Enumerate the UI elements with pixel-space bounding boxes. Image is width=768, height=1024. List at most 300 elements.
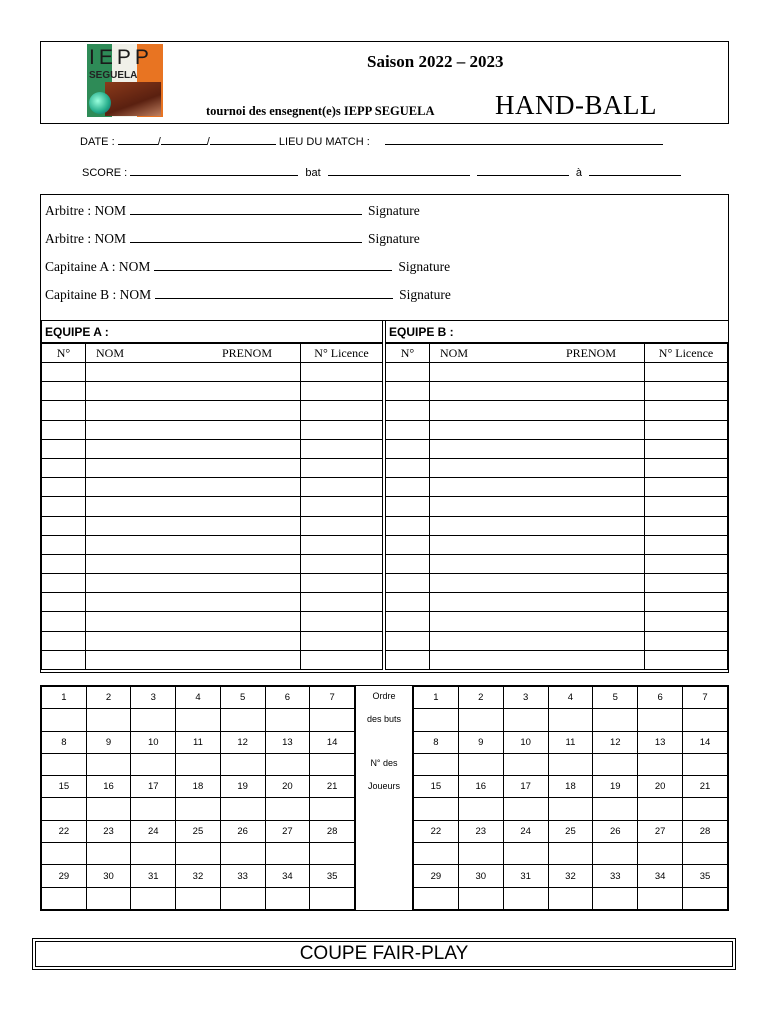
goal-player-cell[interactable] [638, 887, 683, 909]
tournament-subtitle [206, 104, 435, 119]
goal-player-cell[interactable] [503, 798, 548, 820]
licence-cell[interactable] [301, 650, 383, 669]
goal-player-row [414, 843, 728, 865]
logo-subtext: SEGUELA [89, 70, 138, 81]
date-line [80, 135, 663, 148]
score-value-field[interactable] [477, 166, 569, 176]
goal-player-cell[interactable] [548, 709, 593, 731]
goal-player-cell[interactable] [176, 798, 221, 820]
roster-row [386, 612, 728, 631]
goal-order-number: 11 [176, 731, 221, 753]
goal-player-cell[interactable] [548, 798, 593, 820]
date-label: DATE : [80, 136, 115, 148]
num-cell[interactable] [386, 650, 430, 669]
name-cell[interactable] [430, 650, 645, 669]
score-label: SCORE : [82, 167, 128, 179]
goal-order-number: 22 [42, 820, 87, 842]
num-cell[interactable] [386, 574, 430, 593]
name-cell[interactable] [430, 401, 645, 420]
goal-player-cell[interactable] [310, 709, 355, 731]
licence-cell[interactable] [645, 631, 728, 650]
goal-player-cell[interactable] [503, 753, 548, 775]
goal-player-cell[interactable] [265, 753, 310, 775]
num-cell[interactable] [42, 516, 86, 535]
num-cell[interactable] [386, 593, 430, 612]
licence-cell[interactable] [301, 401, 383, 420]
num-cell[interactable] [386, 516, 430, 535]
goal-number-row [42, 776, 355, 798]
goal-order-number: 31 [503, 865, 548, 887]
goal-order-number: 7 [310, 687, 355, 709]
roster-row [42, 382, 383, 401]
goal-player-cell[interactable] [42, 887, 87, 909]
licence-cell[interactable] [301, 516, 383, 535]
goal-player-cell[interactable] [548, 753, 593, 775]
goal-order-number: 4 [176, 687, 221, 709]
team-b-title: EQUIPE B : [385, 321, 728, 343]
roster-row [386, 650, 728, 669]
licence-cell[interactable] [645, 593, 728, 612]
goal-order-number: 21 [310, 776, 355, 798]
goal-player-cell[interactable] [593, 843, 638, 865]
name-cell[interactable] [430, 439, 645, 458]
goal-player-cell[interactable] [86, 798, 131, 820]
goal-player-cell[interactable] [220, 798, 265, 820]
goal-order-number: 35 [310, 865, 355, 887]
name-cell[interactable] [430, 574, 645, 593]
goals-box [40, 685, 729, 911]
name-cell[interactable] [86, 497, 301, 516]
num-cell[interactable] [42, 612, 86, 631]
num-cell[interactable] [386, 554, 430, 573]
goal-player-row [42, 753, 355, 775]
signature-label: Signature [368, 203, 420, 218]
num-cell[interactable] [42, 497, 86, 516]
goal-order-number: 19 [593, 776, 638, 798]
goal-player-cell[interactable] [458, 709, 503, 731]
goal-order-number: 35 [683, 865, 728, 887]
goal-player-cell[interactable] [265, 843, 310, 865]
licence-cell[interactable] [645, 554, 728, 573]
goal-player-cell[interactable] [593, 753, 638, 775]
goal-player-cell[interactable] [548, 843, 593, 865]
date-year-field[interactable] [210, 135, 276, 145]
name-cell[interactable] [86, 401, 301, 420]
licence-cell[interactable] [645, 478, 728, 497]
goal-number-row [414, 776, 728, 798]
signature-label: Signature [399, 287, 451, 302]
goal-player-cell[interactable] [220, 709, 265, 731]
goal-player-cell[interactable] [86, 843, 131, 865]
goal-order-number: 23 [458, 820, 503, 842]
licence-cell[interactable] [301, 420, 383, 439]
licence-cell[interactable] [645, 612, 728, 631]
date-month-field[interactable] [161, 135, 207, 145]
goal-player-cell[interactable] [310, 843, 355, 865]
fair-play-title: COUPE FAIR-PLAY [35, 941, 733, 967]
name-cell[interactable] [86, 631, 301, 650]
goal-order-number: 10 [131, 731, 176, 753]
goal-player-cell[interactable] [638, 709, 683, 731]
goal-order-number: 4 [548, 687, 593, 709]
place-field[interactable] [385, 135, 663, 145]
licence-cell[interactable] [301, 382, 383, 401]
goal-player-cell[interactable] [131, 753, 176, 775]
goal-player-cell[interactable] [86, 887, 131, 909]
goal-order-number: 9 [86, 731, 131, 753]
goal-order-number: 18 [548, 776, 593, 798]
name-cell[interactable] [430, 631, 645, 650]
goal-player-cell[interactable] [638, 798, 683, 820]
goal-player-cell[interactable] [503, 843, 548, 865]
goal-player-cell[interactable] [265, 709, 310, 731]
num-cell[interactable] [42, 458, 86, 477]
team-a-title: EQUIPE A : [41, 321, 383, 343]
team-a-roster [41, 343, 383, 670]
goal-number-row [42, 687, 355, 709]
goal-order-number: 25 [176, 820, 221, 842]
licence-cell[interactable] [645, 458, 728, 477]
goal-order-number: 24 [131, 820, 176, 842]
licence-cell[interactable] [645, 535, 728, 554]
roster-row [386, 554, 728, 573]
licence-cell[interactable] [301, 631, 383, 650]
licence-cell[interactable] [645, 497, 728, 516]
roster-row [42, 439, 383, 458]
name-cell[interactable] [86, 612, 301, 631]
num-cell[interactable] [42, 593, 86, 612]
goal-number-row [414, 687, 728, 709]
roster-row [386, 574, 728, 593]
num-cell[interactable] [42, 382, 86, 401]
team-b [385, 321, 728, 672]
goal-player-cell[interactable] [86, 709, 131, 731]
goal-player-cell[interactable] [131, 709, 176, 731]
goal-player-cell[interactable] [265, 887, 310, 909]
goal-player-row [42, 709, 355, 731]
goal-player-cell[interactable] [176, 753, 221, 775]
goal-order-number: 30 [86, 865, 131, 887]
licence-cell[interactable] [645, 574, 728, 593]
date-day-field[interactable] [118, 135, 158, 145]
num-cell[interactable] [386, 535, 430, 554]
signature-label: Signature [398, 259, 451, 274]
goal-order-number: 21 [683, 776, 728, 798]
name-cell[interactable] [430, 478, 645, 497]
goal-order-number: 12 [593, 731, 638, 753]
roster-row [42, 554, 383, 573]
licence-cell[interactable] [301, 439, 383, 458]
goal-player-cell[interactable] [131, 887, 176, 909]
roster-row [42, 612, 383, 631]
goal-order-number: 29 [42, 865, 87, 887]
name-cell[interactable] [430, 516, 645, 535]
goal-order-number: 20 [638, 776, 683, 798]
goal-player-cell[interactable] [683, 753, 728, 775]
num-cell[interactable] [386, 363, 430, 382]
goal-player-row [42, 887, 355, 909]
goal-player-cell[interactable] [86, 753, 131, 775]
goal-player-cell[interactable] [176, 887, 221, 909]
roster-row [386, 478, 728, 497]
captain-a-label: Capitaine A : NOM [45, 259, 151, 274]
team-b-roster [385, 343, 728, 670]
num-cell[interactable] [386, 612, 430, 631]
goal-order-number: 14 [310, 731, 355, 753]
roster-row [386, 401, 728, 420]
num-cell[interactable] [42, 535, 86, 554]
licence-cell[interactable] [645, 439, 728, 458]
roster-row [386, 439, 728, 458]
goal-order-number: 17 [131, 776, 176, 798]
roster-row [42, 420, 383, 439]
num-cell[interactable] [386, 420, 430, 439]
goal-order-number: 11 [548, 731, 593, 753]
captain-b-label: Capitaine B : NOM [45, 287, 152, 302]
num-cell[interactable] [42, 401, 86, 420]
col-nom: NOM [96, 345, 125, 360]
goal-player-cell[interactable] [548, 887, 593, 909]
goal-number-row [42, 865, 355, 887]
goal-order-number: 8 [414, 731, 459, 753]
name-cell[interactable] [430, 363, 645, 382]
legend-line: Ordre [372, 691, 396, 701]
subtitle-org: IEPP SEGUELA [343, 104, 435, 118]
goal-player-cell[interactable] [310, 753, 355, 775]
goal-order-number: 16 [458, 776, 503, 798]
goal-player-cell[interactable] [42, 753, 87, 775]
to-label: à [575, 167, 582, 179]
goal-order-number: 2 [458, 687, 503, 709]
name-cell[interactable] [86, 574, 301, 593]
goal-player-cell[interactable] [131, 843, 176, 865]
goal-order-number: 10 [503, 731, 548, 753]
num-cell[interactable] [42, 554, 86, 573]
goal-player-cell[interactable] [42, 843, 87, 865]
goal-player-cell[interactable] [414, 843, 459, 865]
name-cell[interactable] [86, 439, 301, 458]
goal-player-row [414, 753, 728, 775]
name-cell[interactable] [430, 497, 645, 516]
name-cell[interactable] [86, 382, 301, 401]
name-cell[interactable] [430, 554, 645, 573]
num-cell[interactable] [386, 478, 430, 497]
goal-player-cell[interactable] [593, 887, 638, 909]
goals-legend [355, 686, 413, 910]
num-cell[interactable] [42, 650, 86, 669]
goal-player-cell[interactable] [593, 709, 638, 731]
num-cell[interactable] [386, 458, 430, 477]
beat-label: bat [305, 167, 321, 179]
goal-player-cell[interactable] [458, 843, 503, 865]
goal-player-cell[interactable] [458, 753, 503, 775]
goal-player-cell[interactable] [414, 753, 459, 775]
captain-a-row [45, 259, 450, 275]
goal-order-number: 28 [683, 820, 728, 842]
licence-cell[interactable] [645, 401, 728, 420]
col-nom: NOM [440, 345, 469, 360]
goal-player-cell[interactable] [503, 709, 548, 731]
goal-order-number: 23 [86, 820, 131, 842]
captain-b-row [45, 287, 451, 303]
roster-row [42, 458, 383, 477]
goal-player-cell[interactable] [310, 887, 355, 909]
licence-cell[interactable] [301, 535, 383, 554]
goal-player-cell[interactable] [42, 709, 87, 731]
referee-1-name-field[interactable] [130, 203, 362, 215]
licence-cell[interactable] [301, 554, 383, 573]
goal-player-cell[interactable] [131, 798, 176, 820]
legend-line: des buts [366, 714, 402, 724]
num-cell[interactable] [42, 478, 86, 497]
name-cell[interactable] [86, 363, 301, 382]
name-cell[interactable] [86, 650, 301, 669]
goal-player-cell[interactable] [683, 887, 728, 909]
goal-order-number: 26 [220, 820, 265, 842]
num-cell[interactable] [42, 439, 86, 458]
name-cell[interactable] [86, 593, 301, 612]
referee-label: Arbitre : NOM [45, 203, 126, 218]
licence-cell[interactable] [301, 497, 383, 516]
goal-player-cell[interactable] [310, 798, 355, 820]
num-cell[interactable] [386, 382, 430, 401]
legend-line: N° des [370, 758, 398, 768]
place-label: LIEU DU MATCH : [278, 136, 370, 148]
goal-order-number: 13 [265, 731, 310, 753]
goal-order-number: 6 [638, 687, 683, 709]
roster-row [386, 420, 728, 439]
col-nom-prenom [430, 344, 645, 363]
goal-player-row [414, 798, 728, 820]
referee-2-name-field[interactable] [130, 231, 362, 243]
licence-cell[interactable] [301, 478, 383, 497]
goal-order-number: 17 [503, 776, 548, 798]
goal-player-cell[interactable] [593, 798, 638, 820]
goal-player-row [414, 887, 728, 909]
name-cell[interactable] [430, 458, 645, 477]
licence-cell[interactable] [301, 458, 383, 477]
num-cell[interactable] [386, 497, 430, 516]
num-cell[interactable] [42, 363, 86, 382]
name-cell[interactable] [430, 593, 645, 612]
goal-number-row [414, 820, 728, 842]
goal-order-number: 14 [683, 731, 728, 753]
goal-order-number: 28 [310, 820, 355, 842]
goal-player-cell[interactable] [638, 843, 683, 865]
goal-player-cell[interactable] [220, 843, 265, 865]
roster-row [42, 574, 383, 593]
goal-player-cell[interactable] [458, 798, 503, 820]
goal-player-cell[interactable] [414, 798, 459, 820]
goal-player-cell[interactable] [503, 887, 548, 909]
name-cell[interactable] [86, 554, 301, 573]
goal-order-number: 16 [86, 776, 131, 798]
goal-order-number: 1 [414, 687, 459, 709]
goal-order-number: 30 [458, 865, 503, 887]
col-num: N° [42, 344, 86, 363]
goal-order-number: 9 [458, 731, 503, 753]
name-cell[interactable] [86, 535, 301, 554]
goal-order-number: 26 [593, 820, 638, 842]
licence-cell[interactable] [645, 363, 728, 382]
num-cell[interactable] [386, 439, 430, 458]
col-prenom: PRENOM [565, 345, 616, 360]
col-licence: N° Licence [301, 344, 383, 363]
licence-cell[interactable] [301, 612, 383, 631]
licence-cell[interactable] [301, 363, 383, 382]
goal-player-cell[interactable] [683, 709, 728, 731]
licence-cell[interactable] [301, 593, 383, 612]
score-value2-field[interactable] [589, 166, 681, 176]
goal-order-number: 34 [638, 865, 683, 887]
goal-player-cell[interactable] [265, 798, 310, 820]
goal-player-cell[interactable] [176, 843, 221, 865]
goal-order-number: 18 [176, 776, 221, 798]
goal-player-cell[interactable] [414, 887, 459, 909]
goal-player-cell[interactable] [42, 798, 87, 820]
name-cell[interactable] [86, 516, 301, 535]
name-cell[interactable] [430, 612, 645, 631]
goal-player-cell[interactable] [414, 709, 459, 731]
num-cell[interactable] [42, 420, 86, 439]
captain-a-name-field[interactable] [154, 259, 392, 271]
captain-b-name-field[interactable] [155, 287, 393, 299]
licence-cell[interactable] [645, 650, 728, 669]
score-team2-field[interactable] [328, 166, 470, 176]
goal-order-number: 7 [683, 687, 728, 709]
licence-cell[interactable] [645, 420, 728, 439]
goal-order-number: 27 [638, 820, 683, 842]
name-cell[interactable] [86, 478, 301, 497]
book-image [105, 82, 161, 116]
licence-cell[interactable] [645, 516, 728, 535]
goal-player-cell[interactable] [176, 709, 221, 731]
roster-row [42, 631, 383, 650]
goal-player-cell[interactable] [220, 887, 265, 909]
goal-player-cell[interactable] [683, 843, 728, 865]
col-num: N° [386, 344, 430, 363]
licence-cell[interactable] [645, 382, 728, 401]
legend-line: Joueurs [367, 781, 401, 791]
fair-play-box [32, 938, 736, 970]
goal-order-number: 20 [265, 776, 310, 798]
name-cell[interactable] [430, 382, 645, 401]
iepp-logo [87, 44, 163, 117]
roster-row [386, 458, 728, 477]
roster-row [42, 497, 383, 516]
goal-player-cell[interactable] [638, 753, 683, 775]
score-team1-field[interactable] [130, 166, 298, 176]
goal-player-cell[interactable] [458, 887, 503, 909]
num-cell[interactable] [42, 631, 86, 650]
name-cell[interactable] [86, 458, 301, 477]
roster-row [42, 535, 383, 554]
goal-player-row [42, 798, 355, 820]
num-cell[interactable] [386, 631, 430, 650]
licence-cell[interactable] [301, 574, 383, 593]
name-cell[interactable] [430, 420, 645, 439]
num-cell[interactable] [42, 574, 86, 593]
referee-1-row [45, 203, 420, 219]
name-cell[interactable] [86, 420, 301, 439]
num-cell[interactable] [386, 401, 430, 420]
goal-order-number: 27 [265, 820, 310, 842]
goal-order-number: 22 [414, 820, 459, 842]
name-cell[interactable] [430, 535, 645, 554]
goal-player-cell[interactable] [683, 798, 728, 820]
goal-player-cell[interactable] [220, 753, 265, 775]
goal-number-row [42, 820, 355, 842]
